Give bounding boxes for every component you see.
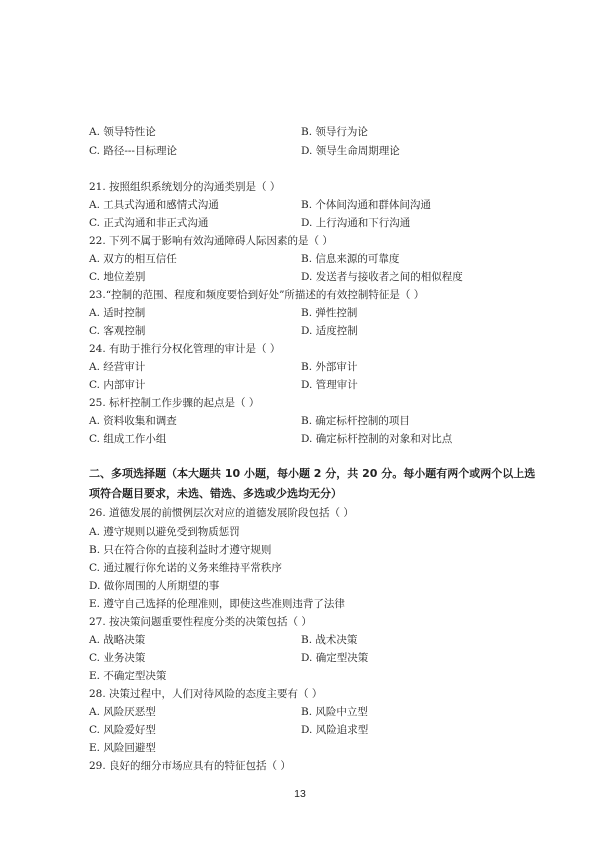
q21-option-d: D. 上行沟通和下行沟通 (301, 217, 411, 229)
q27-option-b: B. 战术决策 (301, 634, 358, 646)
q26-stem: 26. 道德发展的前惯例层次对应的道德发展阶段包括（ ） (89, 507, 354, 519)
q20-option-d: D. 领导生命周期理论 (301, 145, 400, 157)
q28-option-b: B. 风险中立型 (301, 706, 368, 718)
page-number: 13 (294, 788, 306, 800)
q26-option-a: A. 遵守规则以避免受到物质惩罚 (89, 526, 240, 538)
q28-stem: 28. 决策过程中，人们对待风险的态度主要有（ ） (89, 688, 323, 700)
q25-stem: 25. 标杆控制工作步骤的起点是（ ） (89, 397, 260, 409)
q24-option-a: A. 经营审计 (89, 361, 146, 373)
q21-option-b: B. 个体间沟通和群体间沟通 (301, 199, 431, 211)
q25-option-c: C. 组成工作小组 (89, 433, 167, 445)
q23-stem: 23.“控制的范围、程度和频度要恰到好处”所描述的有效控制特征是（ ） (89, 289, 425, 301)
q28-option-a: A. 风险厌恶型 (89, 706, 156, 718)
q27-option-a: A. 战略决策 (89, 634, 146, 646)
q21-stem: 21. 按照组织系统划分的沟通类别是（ ） (89, 181, 281, 193)
q28-option-c: C. 风险爱好型 (89, 724, 156, 736)
q20-option-b: B. 领导行为论 (301, 126, 368, 138)
q24-option-c: C. 内部审计 (89, 379, 146, 391)
q27-option-e: E. 不确定型决策 (89, 670, 167, 682)
q21-option-c: C. 正式沟通和非正式沟通 (89, 217, 209, 229)
q23-option-c: C. 客观控制 (89, 325, 146, 337)
q22-stem: 22. 下列不属于影响有效沟通障碍人际因素的是（ ） (89, 235, 333, 247)
q26-option-b: B. 只在符合你的直接利益时才遵守规则 (89, 544, 272, 556)
q20-option-a: A. 领导特性论 (89, 126, 156, 138)
q25-option-d: D. 确定标杆控制的对象和对比点 (301, 433, 453, 445)
q22-option-d: D. 发送者与接收者之间的相似程度 (301, 271, 463, 283)
q27-stem: 27. 按决策问题重要性程度分类的决策包括（ ） (89, 616, 312, 628)
section-2-heading-line2: 项符合题目要求，未选、错选、多选或少选均无分） (89, 487, 342, 500)
q29-stem: 29. 良好的细分市场应具有的特征包括（ ） (89, 760, 291, 772)
q24-stem: 24. 有助于推行分权化管理的审计是（ ） (89, 343, 281, 355)
q23-option-b: B. 弹性控制 (301, 307, 358, 319)
q26-option-e: E. 遵守自己选择的伦理准则，即使这些准则违背了法律 (89, 598, 345, 610)
q23-option-d: D. 适度控制 (301, 325, 358, 337)
q24-option-b: B. 外部审计 (301, 361, 358, 373)
q26-option-c: C. 通过履行你允诺的义务来维持平常秩序 (89, 562, 282, 574)
q22-option-c: C. 地位差别 (89, 271, 146, 283)
q25-option-b: B. 确定标杆控制的项目 (301, 415, 410, 427)
section-2-heading-line1: 二、多项选择题（本大题共 10 小题，每小题 2 分，共 20 分。每小题有两个或两个以上选 (89, 467, 536, 480)
q28-option-e: E. 风险回避型 (89, 742, 156, 754)
q22-option-a: A. 双方的相互信任 (89, 253, 177, 265)
q21-option-a: A. 工具式沟通和感情式沟通 (89, 199, 219, 211)
q27-option-d: D. 确定型决策 (301, 652, 369, 664)
q25-option-a: A. 资料收集和调查 (89, 415, 177, 427)
q20-option-c: C. 路径---目标理论 (89, 145, 177, 157)
q26-option-d: D. 做你周围的人所期望的事 (89, 580, 220, 592)
q28-option-d: D. 风险追求型 (301, 724, 369, 736)
q22-option-b: B. 信息来源的可靠度 (301, 253, 400, 265)
q27-option-c: C. 业务决策 (89, 652, 146, 664)
q23-option-a: A. 适时控制 (89, 307, 146, 319)
q24-option-d: D. 管理审计 (301, 379, 358, 391)
